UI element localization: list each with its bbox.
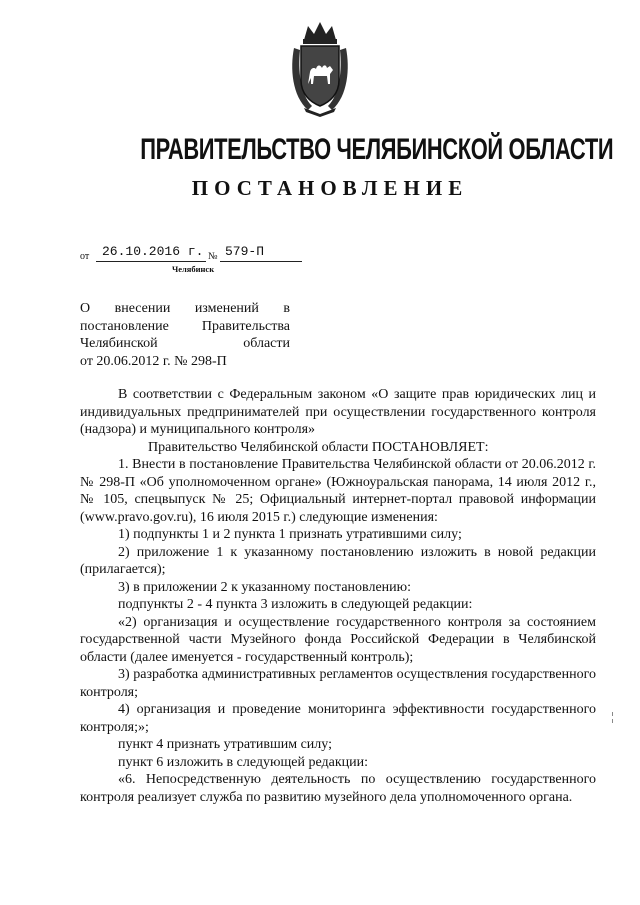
- paragraph-quote-4: 4) организация и проведение мониторинга эффективности государственного контроля;»;: [80, 702, 596, 735]
- document-meta: [80, 244, 320, 274]
- coat-of-arms-icon: [290, 18, 350, 118]
- number-label: №: [208, 251, 218, 262]
- subject-line: О внесении изменений в: [80, 301, 290, 316]
- subject-line: Челябинской области: [80, 336, 290, 351]
- document-number: 579-П: [225, 244, 265, 259]
- number-underline: [220, 261, 302, 262]
- paragraph-text: пункт 4 признать утратившим силу;: [118, 737, 332, 752]
- paragraph-preamble: В соответствии с Федеральным законом «О защите прав юридических лиц и индивидуальных предпринимателей при осуществлении государственного контроля (надзора) и муниципального контроля»: [80, 387, 596, 437]
- paragraph-quote-3: 3) разработка административных регламентов осуществления государственного контроля;: [80, 667, 596, 700]
- paragraph-subitem-2: 2) приложение 1 к указанному постановлению изложить в новой редакции (прилагается);: [80, 544, 596, 577]
- date-underline: [96, 261, 206, 262]
- margin-mark: [612, 712, 614, 724]
- paragraph-subitem-1: 1) подпункты 1 и 2 пункта 1 признать утратившими силу;: [118, 527, 462, 542]
- paragraph-text: подпункты 2 - 4 пункта 3 изложить в следующей редакции:: [118, 597, 473, 612]
- date-label: от: [80, 251, 90, 262]
- paragraph-quote-6: «6. Непосредственную деятельность по осуществлению государственного контроля реализует служба по развитию музейного дела уполномоченного органа.: [80, 772, 596, 805]
- document-date: 26.10.2016 г.: [102, 244, 204, 259]
- paragraph-subitem-3: 3) в приложении 2 к указанному постановлению:: [118, 579, 412, 595]
- subject-line: от 20.06.2012 г. № 298-П: [80, 353, 227, 369]
- document-subject: [80, 300, 290, 370]
- subject-line: постановление Правительства: [80, 318, 290, 334]
- document-body: [80, 386, 596, 806]
- government-title: ПРАВИТЕЛЬСТВО ЧЕЛЯБИНСКОЙ ОБЛАСТИ: [140, 133, 614, 166]
- paragraph-quote-2: «2) организация и осуществление государственного контроля за состоянием государственной части Музейного фонда Российской Федерации в Челябинской области (далее именуется - государственный контроль);: [80, 614, 596, 665]
- paragraph-resolves: Правительство Челябинской области ПОСТАНОВЛЯЕТ:: [148, 439, 489, 455]
- city: Челябинск: [172, 264, 215, 274]
- paragraph-item-1: 1. Внести в постановление Правительства Челябинской области от 20.06.2012 г. № 298-П «Об уполномоченном органе» (Южноуральская панорама, 14 июля 2012 г., № 105, спецвыпуск № 25; Официальный интернет-портал правовой информации (www.pravo.gov.ru), 16 июля 2015 г.) следующие изменения:: [80, 457, 596, 525]
- document-type: ПОСТАНОВЛЕНИЕ: [191, 176, 469, 200]
- paragraph-text: пункт 6 изложить в следующей редакции:: [118, 754, 368, 770]
